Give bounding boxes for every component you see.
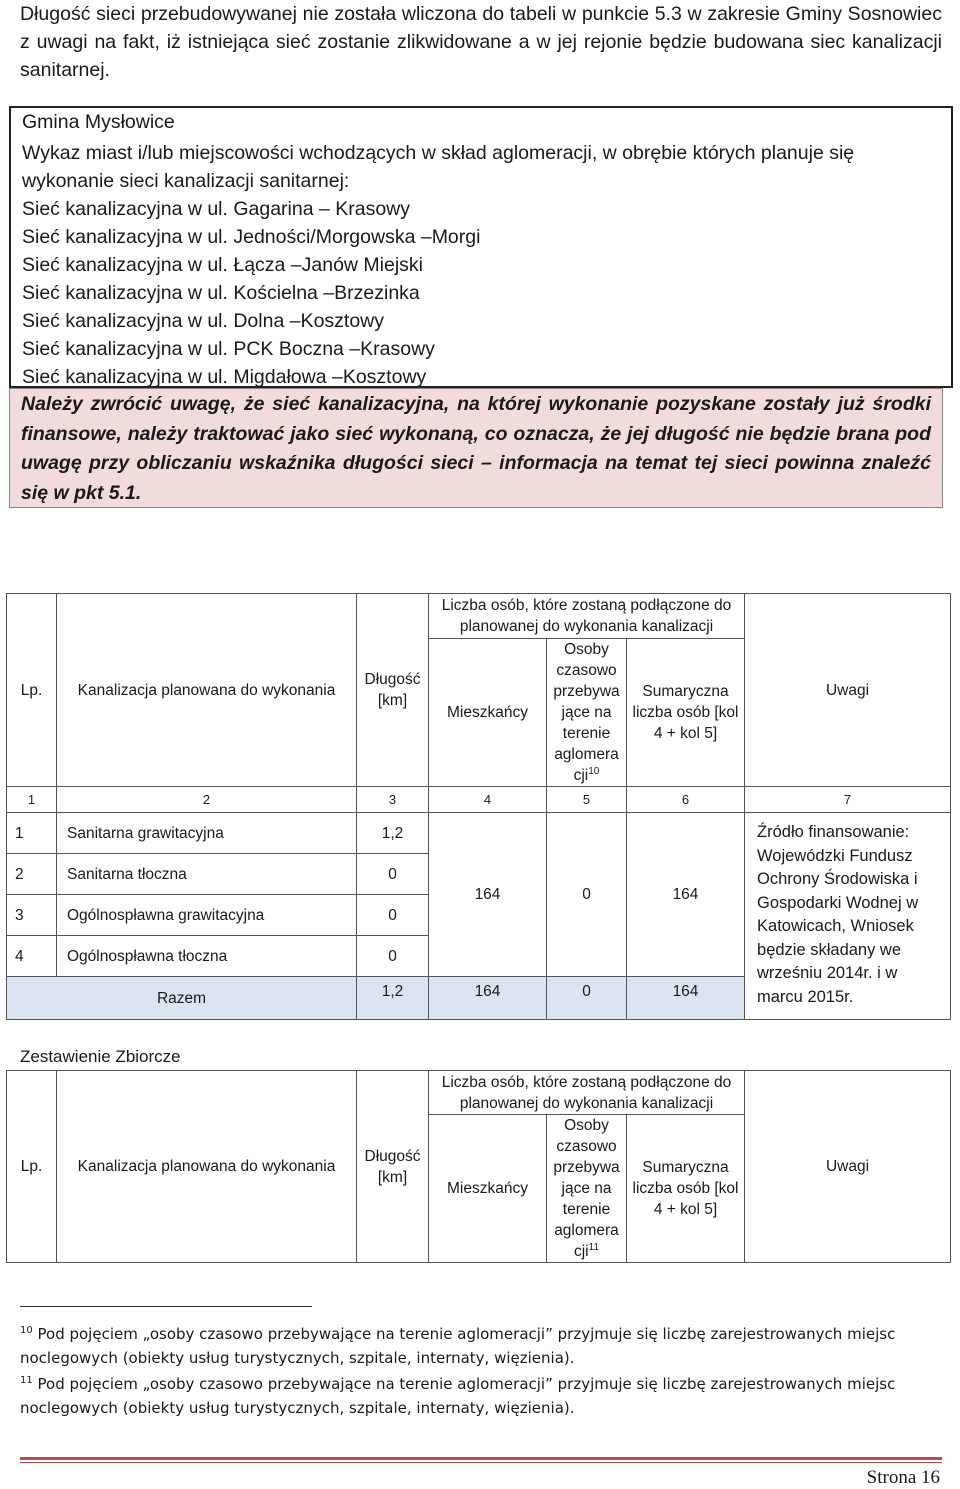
header-lp: Lp. — [7, 1071, 57, 1263]
header-mieszkancy: Mieszkańcy — [429, 639, 547, 787]
header-liczba-osob: Liczba osób, które zostaną podłączone do planowanej do wykonania kanalizacji — [429, 1071, 745, 1115]
col-num: 2 — [57, 787, 357, 813]
header-lp: Lp. — [7, 594, 57, 787]
header-osoby-text: Osoby czasowo przebywa jące na terenie aglomera cji — [553, 1117, 620, 1260]
cell-len: 0 — [357, 854, 429, 895]
section-title-zestawienie: Zestawienie Zbiorcze — [20, 1047, 181, 1066]
footnote-text: Pod pojęciem „osoby czasowo przebywające na terenie aglomeracji” przyjmuje się liczbę zarejestrowanych miejsc noclegowych (obiekty usług turystycznych, szpitale, internaty, więzienia). — [20, 1325, 896, 1367]
intro-paragraph: Długość sieci przebudowywanej nie została wliczona do tabeli w punkcie 5.3 w zakresie Gminy Sosnowiec z uwagi na fakt, iż istniejąca sieć zostanie zlikwidowane a w jej rejonie będzie budowana siec kanalizacji sanitarnej. — [20, 3, 942, 81]
cell-lp: 1 — [7, 813, 57, 854]
razem-osoby: 0 — [547, 977, 627, 1020]
header-kanalizacja: Kanalizacja planowana do wykonania — [57, 594, 357, 787]
note-box — [9, 388, 943, 508]
table-planned-sewerage — [6, 593, 951, 1020]
header-uwagi: Uwagi — [745, 594, 951, 787]
mysłowice-box — [9, 106, 953, 388]
footer-rule — [20, 1457, 942, 1460]
list-item: Sieć kanalizacyjna w ul. Gagarina – Krasowy — [22, 198, 411, 220]
list-item: Sieć kanalizacyjna w ul. Kościelna –Brzezinka — [22, 282, 420, 304]
cell-name: Sanitarna grawitacyjna — [57, 813, 357, 854]
header-osoby — [547, 639, 627, 787]
footnote-divider — [20, 1306, 312, 1307]
cell-lp: 3 — [7, 895, 57, 936]
header-dlugosc: Długość [km] — [357, 594, 429, 787]
cell-name: Sanitarna tłoczna — [57, 854, 357, 895]
cell-len: 0 — [357, 936, 429, 977]
footnote-text: Pod pojęciem „osoby czasowo przebywające na terenie aglomeracji” przyjmuje się liczbę zarejestrowanych miejsc noclegowych (obiekty usług turystycznych, szpitale, internaty, więzienia). — [20, 1375, 896, 1417]
cell-uwagi: Źródło finansowanie: Wojewódzki Fundusz Ochrony Środowiska i Gospodarki Wodnej w Katowicach, Wniosek będzie składany we wrześniu 2014r. i w marcu 2015r. — [745, 813, 951, 1020]
col-num: 4 — [429, 787, 547, 813]
footnote-ref: 11 — [588, 1241, 600, 1253]
cell-mieszkancy: 164 — [429, 813, 547, 977]
header-osoby-text: Osoby czasowo przebywa jące na terenie aglomera cji — [553, 641, 620, 784]
footnote-11 — [20, 1369, 950, 1420]
page-number: Strona 16 — [866, 1467, 940, 1488]
header-kanalizacja: Kanalizacja planowana do wykonania — [57, 1071, 357, 1263]
list-item: Sieć kanalizacyjna w ul. Migdałowa –Kosztowy — [22, 366, 427, 388]
razem-len: 1,2 — [357, 977, 429, 1020]
col-num: 6 — [627, 787, 745, 813]
cell-sum: 164 — [627, 813, 745, 977]
footnote-10 — [20, 1319, 950, 1370]
box-title: Gmina Mysłowice — [22, 111, 175, 133]
col-num: 5 — [547, 787, 627, 813]
header-liczba-osob: Liczba osób, które zostaną podłączone do planowanej do wykonania kanalizacji — [429, 594, 745, 639]
col-num: 7 — [745, 787, 951, 813]
cell-len: 0 — [357, 895, 429, 936]
cell-len: 1,2 — [357, 813, 429, 854]
razem-label: Razem — [7, 977, 357, 1020]
footnote-number: 11 — [20, 1375, 33, 1386]
note-text: Należy zwrócić uwagę, że sieć kanalizacyjna, na której wykonanie pozyskane zostały już środki finansowe, należy traktować jako sieć wykonaną, co oznacza, że jej długość nie będzie brana pod uwagę przy obliczaniu wskaźnika długości sieci – informacja na temat tej sieci powinna znaleźć się w pkt 5.1. — [21, 393, 931, 504]
list-item: Sieć kanalizacyjna w ul. Jedności/Morgowska –Morgi — [22, 226, 481, 248]
table-zestawienie — [6, 1070, 951, 1263]
header-sumaryczna: Sumaryczna liczba osób [kol 4 + kol 5] — [627, 639, 745, 787]
box-desc-1: Wykaz miast i/lub miejscowości wchodzących w skład aglomeracji, w obrębie których planuje się — [22, 142, 855, 164]
cell-osoby: 0 — [547, 813, 627, 977]
footer-rule-thin — [20, 1462, 942, 1463]
header-mieszkancy: Mieszkańcy — [429, 1115, 547, 1263]
cell-name: Ogólnospławna tłoczna — [57, 936, 357, 977]
header-osoby — [547, 1115, 627, 1263]
razem-mieszkancy: 164 — [429, 977, 547, 1020]
cell-name: Ogólnospławna grawitacyjna — [57, 895, 357, 936]
footnote-number: 10 — [20, 1325, 33, 1336]
list-item: Sieć kanalizacyjna w ul. Dolna –Kosztowy — [22, 310, 385, 332]
cell-lp: 4 — [7, 936, 57, 977]
table-row — [7, 813, 951, 854]
footnote-ref: 10 — [588, 765, 600, 777]
col-num: 3 — [357, 787, 429, 813]
list-item: Sieć kanalizacyjna w ul. Łącza –Janów Miejski — [22, 254, 424, 276]
list-item: Sieć kanalizacyjna w ul. PCK Boczna –Krasowy — [22, 338, 435, 360]
header-sumaryczna: Sumaryczna liczba osób [kol 4 + kol 5] — [627, 1115, 745, 1263]
header-uwagi: Uwagi — [745, 1071, 951, 1263]
box-desc-2: wykonanie sieci kanalizacji sanitarnej: — [22, 170, 350, 192]
header-dlugosc: Długość [km] — [357, 1071, 429, 1263]
cell-lp: 2 — [7, 854, 57, 895]
razem-sum: 164 — [627, 977, 745, 1020]
col-num: 1 — [7, 787, 57, 813]
